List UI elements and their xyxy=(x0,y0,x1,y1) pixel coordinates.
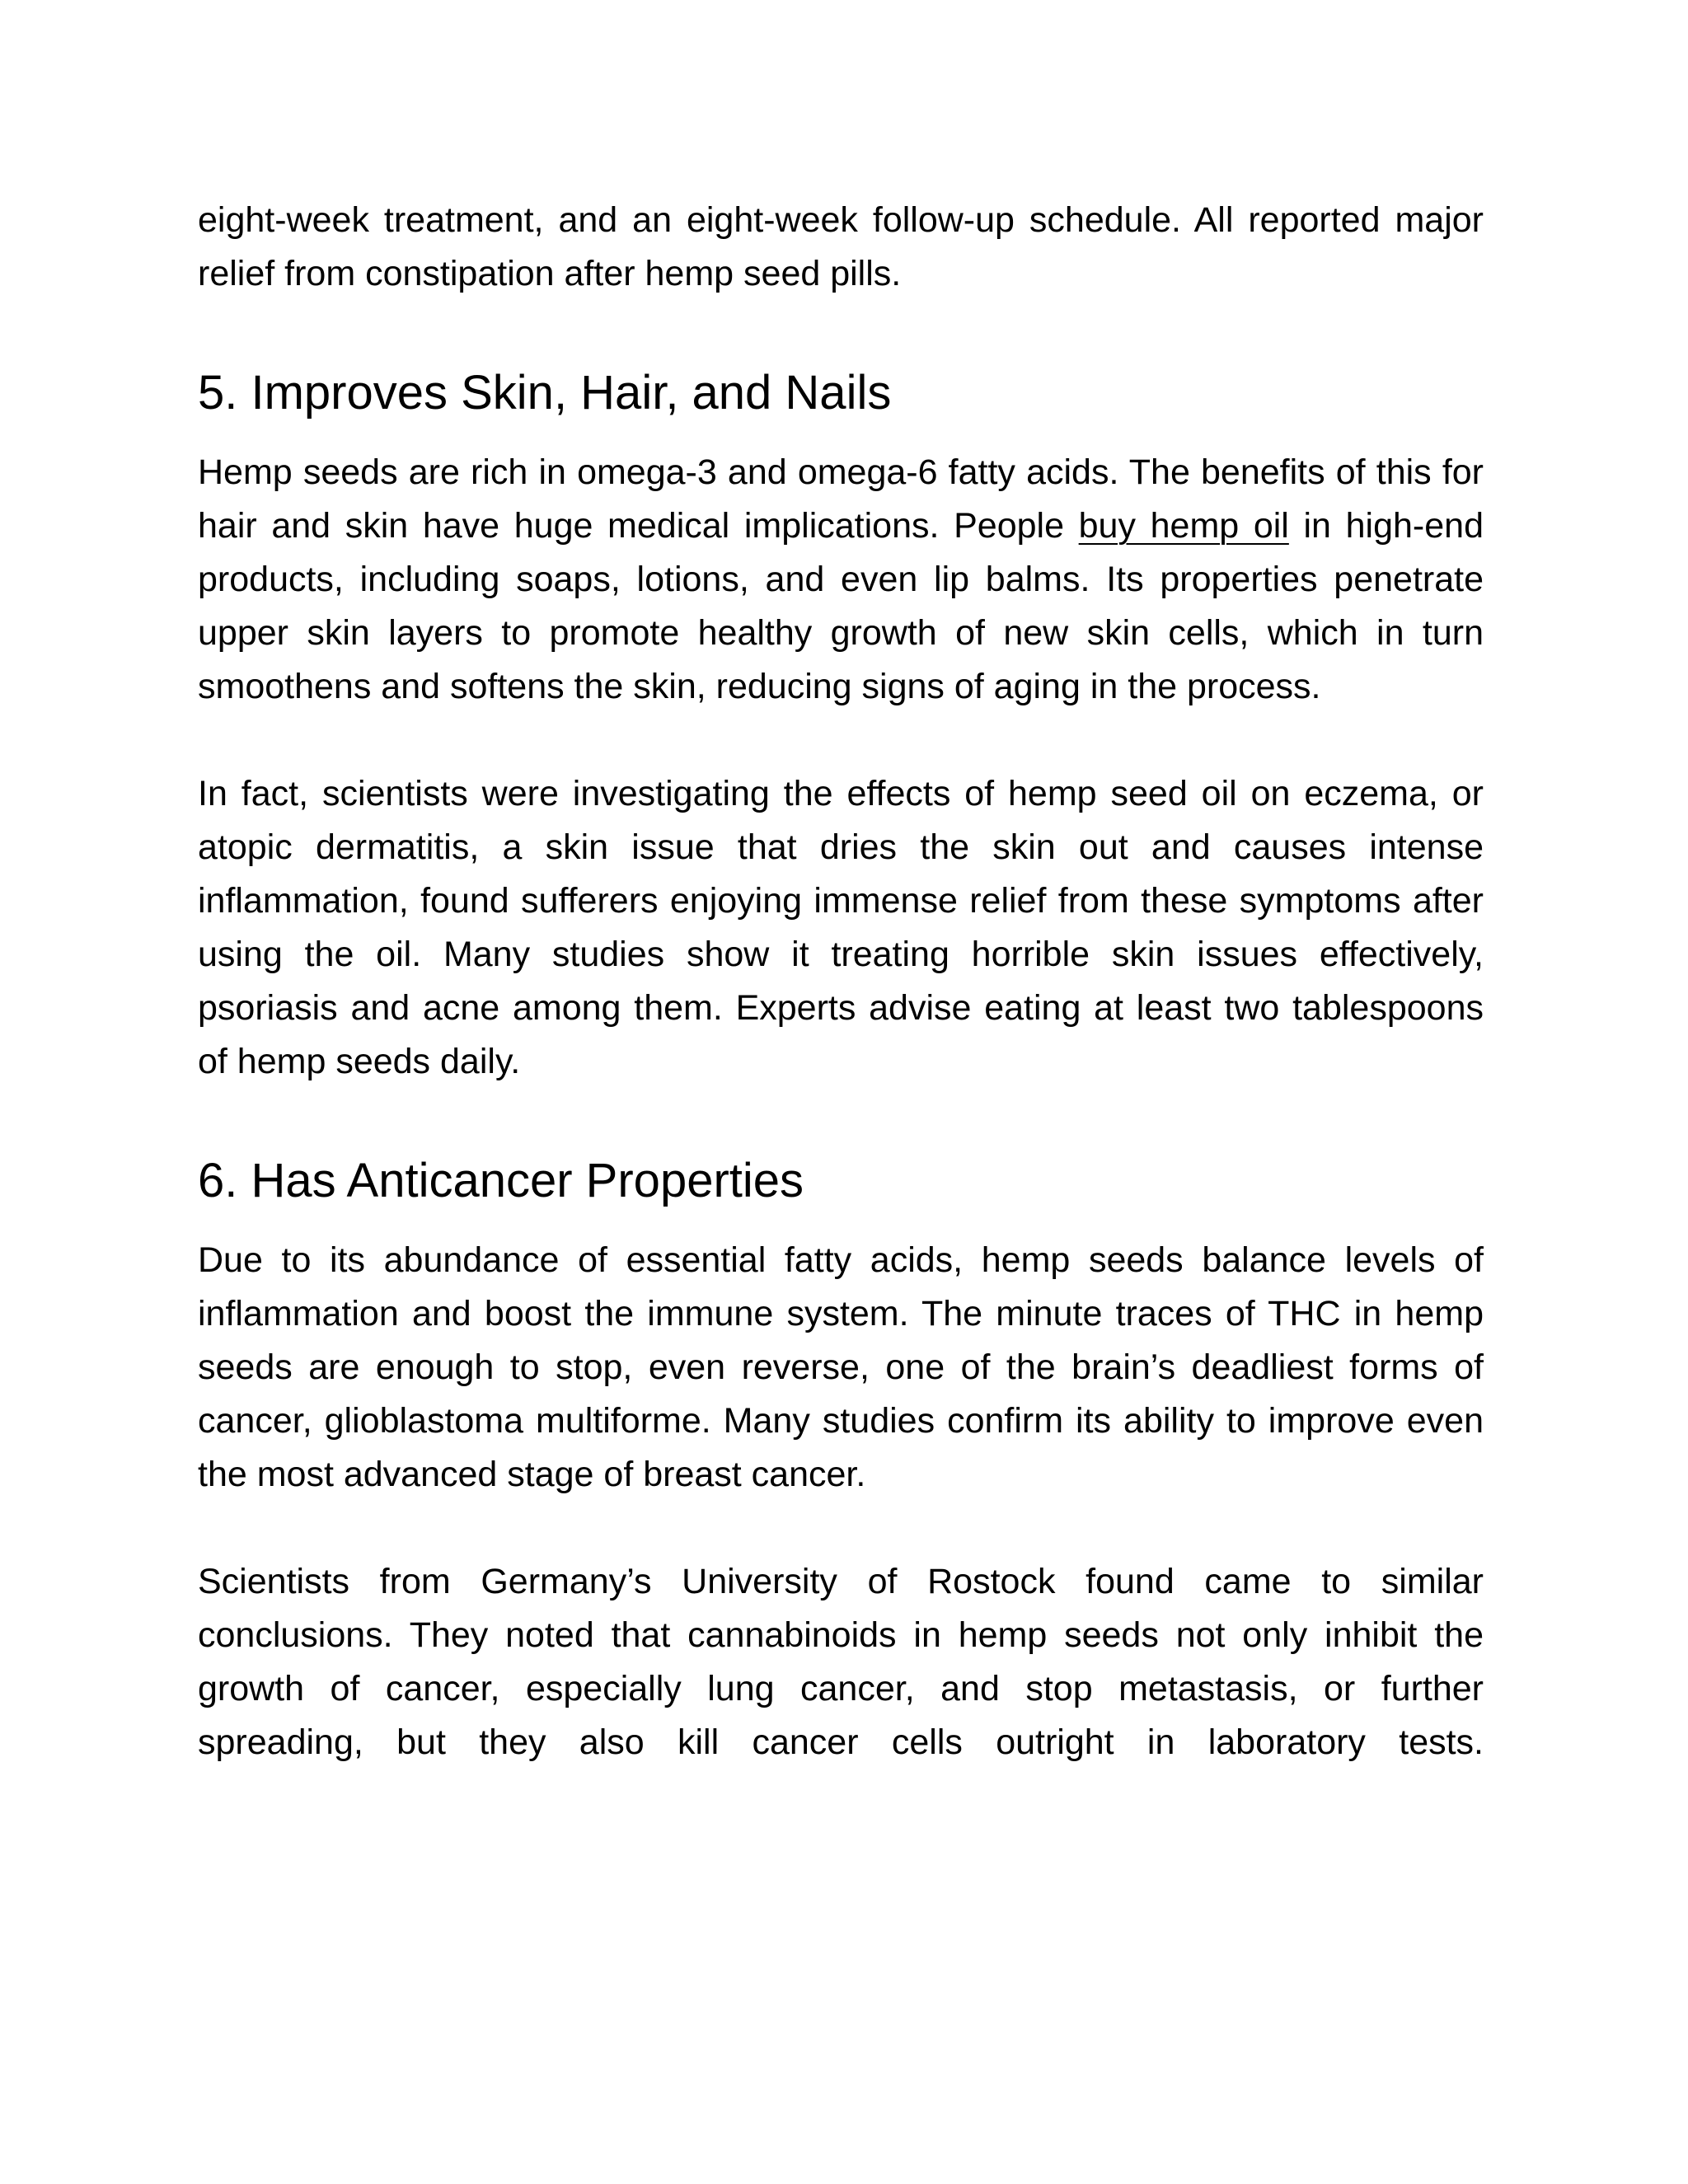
section-6-heading: 6. Has Anticancer Properties xyxy=(198,1154,804,1207)
section-6-paragraph-2: Scientists from Germany’s University of Rostock found came to similar conclusions. They noted that cannabinoids in hemp seeds not only inhibit the growth of cancer, especially lung cancer, and stop metastasis, or further spreading, but they also kill cancer cells outright in laboratory tests. xyxy=(198,1562,1484,1762)
document-page xyxy=(198,194,1484,1769)
section-5-paragraph-1-text-end: in high-end products, including soaps, lotions, and even lip balms. Its properties penetrate upper skin layers to promote healthy growth of new skin cells, which in turn smoothens and softens the skin, reducing signs of aging in the process. xyxy=(198,506,1484,706)
buy-hemp-oil-link[interactable]: buy hemp oil xyxy=(1078,506,1289,546)
section-5-heading: 5. Improves Skin, Hair, and Nails xyxy=(198,366,892,419)
section-5-paragraph-1-text-start: Hemp seeds are rich in omega-3 and omega-6 fatty acids. The benefits of this for hair and skin have huge medical implications. People xyxy=(198,452,1484,546)
section-5-paragraph-2: In fact, scientists were investigating the effects of hemp seed oil on eczema, or atopic dermatitis, a skin issue that dries the skin out and causes intense inflammation, found sufferers enjoying immense relief from these symptoms after using the oil. Many studies show it treating horrible skin issues effectively, psoriasis and acne among them. Experts advise eating at least two tablespoons of hemp seeds daily. xyxy=(198,774,1484,1081)
section-5-paragraph-1 xyxy=(198,446,1484,714)
intro-paragraph: eight-week treatment, and an eight-week follow-up schedule. All reported major relief from constipation after hemp seed pills. xyxy=(198,200,1484,293)
section-6-paragraph-1: Due to its abundance of essential fatty acids, hemp seeds balance levels of inflammation and boost the immune system. The minute traces of THC in hemp seeds are enough to stop, even reverse, one of the brain’s deadliest forms of cancer, glioblastoma multiforme. Many studies confirm its ability to improve even the most advanced stage of breast cancer. xyxy=(198,1240,1484,1494)
